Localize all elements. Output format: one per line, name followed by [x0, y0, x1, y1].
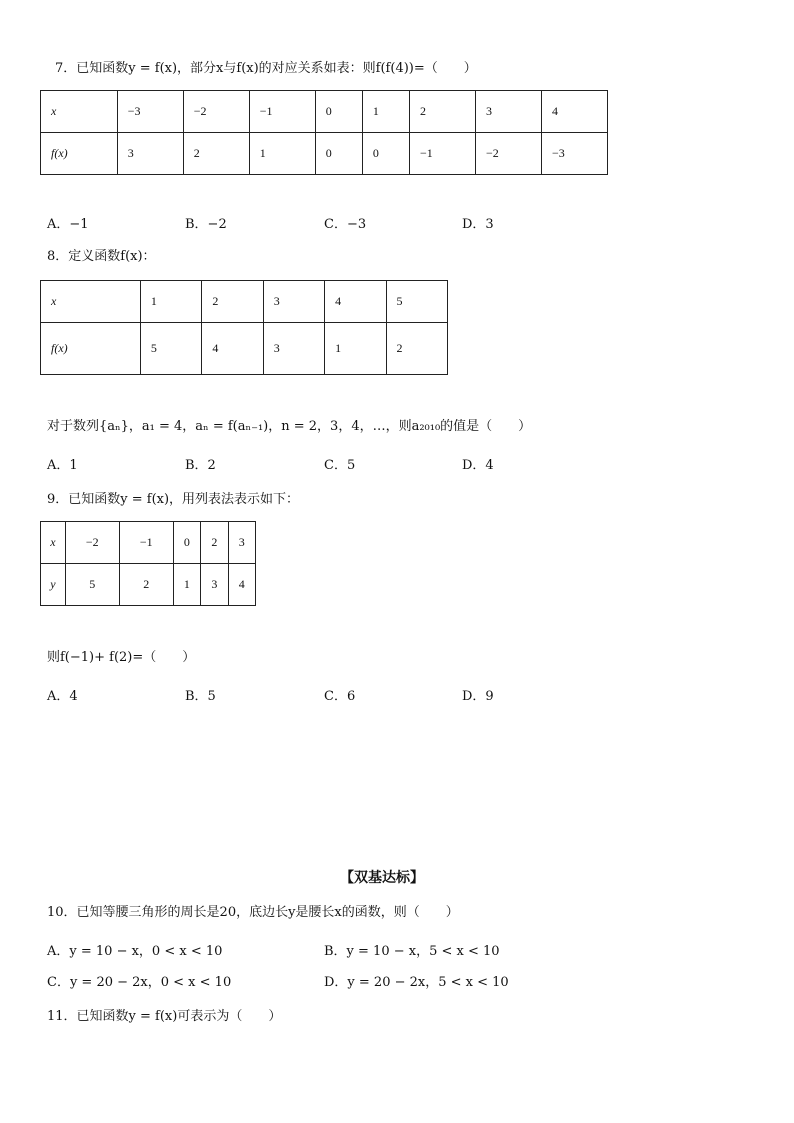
table-cell: f(x)	[41, 323, 141, 375]
option-b[interactable]: B．2	[185, 458, 216, 473]
q9-options	[47, 685, 647, 705]
table-cell: 3	[263, 323, 324, 375]
table-cell: −3	[117, 91, 183, 133]
table-cell: −2	[65, 522, 119, 564]
q7-options	[47, 213, 647, 233]
table-cell: 4	[325, 281, 386, 323]
q9-stem: 9．已知函数y = f(x)，用列表法表示如下：	[47, 492, 300, 507]
table-cell: 5	[65, 564, 119, 606]
table-cell: 1	[140, 281, 201, 323]
table-cell: x	[41, 91, 118, 133]
table-cell: x	[41, 522, 66, 564]
q11-stem: 11．已知函数y = f(x)可表示为（ ）	[47, 1009, 282, 1024]
table-cell: −3	[541, 133, 607, 175]
table-cell: 3	[263, 281, 324, 323]
table-row	[41, 133, 608, 175]
option-a[interactable]: A．1	[47, 458, 78, 473]
q8-options	[47, 454, 647, 474]
table-cell: −1	[119, 522, 173, 564]
table-cell: 0	[173, 522, 200, 564]
table-cell: 1	[249, 133, 315, 175]
table-cell: x	[41, 281, 141, 323]
q10-options	[47, 940, 647, 992]
option-b[interactable]: B．−2	[185, 217, 227, 232]
option-a[interactable]: A．4	[47, 689, 78, 704]
table-cell: 0	[315, 91, 362, 133]
table-row	[41, 522, 256, 564]
q7-table	[40, 90, 608, 175]
option-a[interactable]: A．−1	[47, 217, 89, 232]
table-cell: f(x)	[41, 133, 118, 175]
q9-question: 则f(−1)+ f(2)=（ ）	[47, 650, 196, 665]
q7-stem: 7．已知函数y = f(x)，部分x与f(x)的对应关系如表：则f(f(4))=（ ）	[55, 61, 477, 76]
section-header: 【双基达标】	[340, 870, 424, 886]
table-cell: 5	[140, 323, 201, 375]
table-cell: y	[41, 564, 66, 606]
option-b[interactable]: B．5	[185, 689, 216, 704]
table-cell: 4	[228, 564, 255, 606]
table-cell: 1	[362, 91, 409, 133]
option-c[interactable]: C．y = 20 − 2x，0 < x < 10	[47, 975, 232, 990]
table-cell: 2	[183, 133, 249, 175]
table-row	[41, 281, 448, 323]
q8-question: 对于数列{aₙ}，a₁ = 4，aₙ = f(aₙ₋₁)，n = 2，3，4，…，则a₂₀₁₀的值是（ ）	[47, 419, 532, 434]
table-cell: 3	[475, 91, 541, 133]
option-c[interactable]: C．6	[324, 689, 356, 704]
table-cell: 1	[173, 564, 200, 606]
table-cell: −2	[183, 91, 249, 133]
option-d[interactable]: D．4	[462, 458, 494, 473]
option-c[interactable]: C．−3	[324, 217, 367, 232]
table-row	[41, 564, 256, 606]
table-cell: 2	[202, 281, 263, 323]
table-cell: 0	[315, 133, 362, 175]
option-b[interactable]: B．y = 10 − x，5 < x < 10	[324, 944, 500, 959]
option-d[interactable]: D．9	[462, 689, 494, 704]
table-cell: 1	[325, 323, 386, 375]
q8-table	[40, 280, 448, 375]
table-cell: −2	[475, 133, 541, 175]
table-cell: −1	[410, 133, 476, 175]
option-d[interactable]: D．3	[462, 217, 494, 232]
table-cell: 5	[386, 281, 447, 323]
q9-table	[40, 521, 256, 606]
table-cell: 3	[117, 133, 183, 175]
option-d[interactable]: D．y = 20 − 2x，5 < x < 10	[324, 975, 509, 990]
table-cell: 3	[228, 522, 255, 564]
table-cell: −1	[249, 91, 315, 133]
table-cell: 2	[119, 564, 173, 606]
option-c[interactable]: C．5	[324, 458, 356, 473]
table-cell: 3	[201, 564, 228, 606]
table-row	[41, 91, 608, 133]
table-cell: 2	[201, 522, 228, 564]
table-cell: 4	[541, 91, 607, 133]
table-cell: 2	[410, 91, 476, 133]
option-a[interactable]: A．y = 10 − x，0 < x < 10	[47, 944, 223, 959]
table-cell: 0	[362, 133, 409, 175]
table-cell: 2	[386, 323, 447, 375]
q10-stem: 10．已知等腰三角形的周长是20，底边长y是腰长x的函数，则（ ）	[47, 905, 459, 920]
table-row	[41, 323, 448, 375]
table-cell: 4	[202, 323, 263, 375]
q8-stem: 8．定义函数f(x)：	[47, 249, 156, 264]
